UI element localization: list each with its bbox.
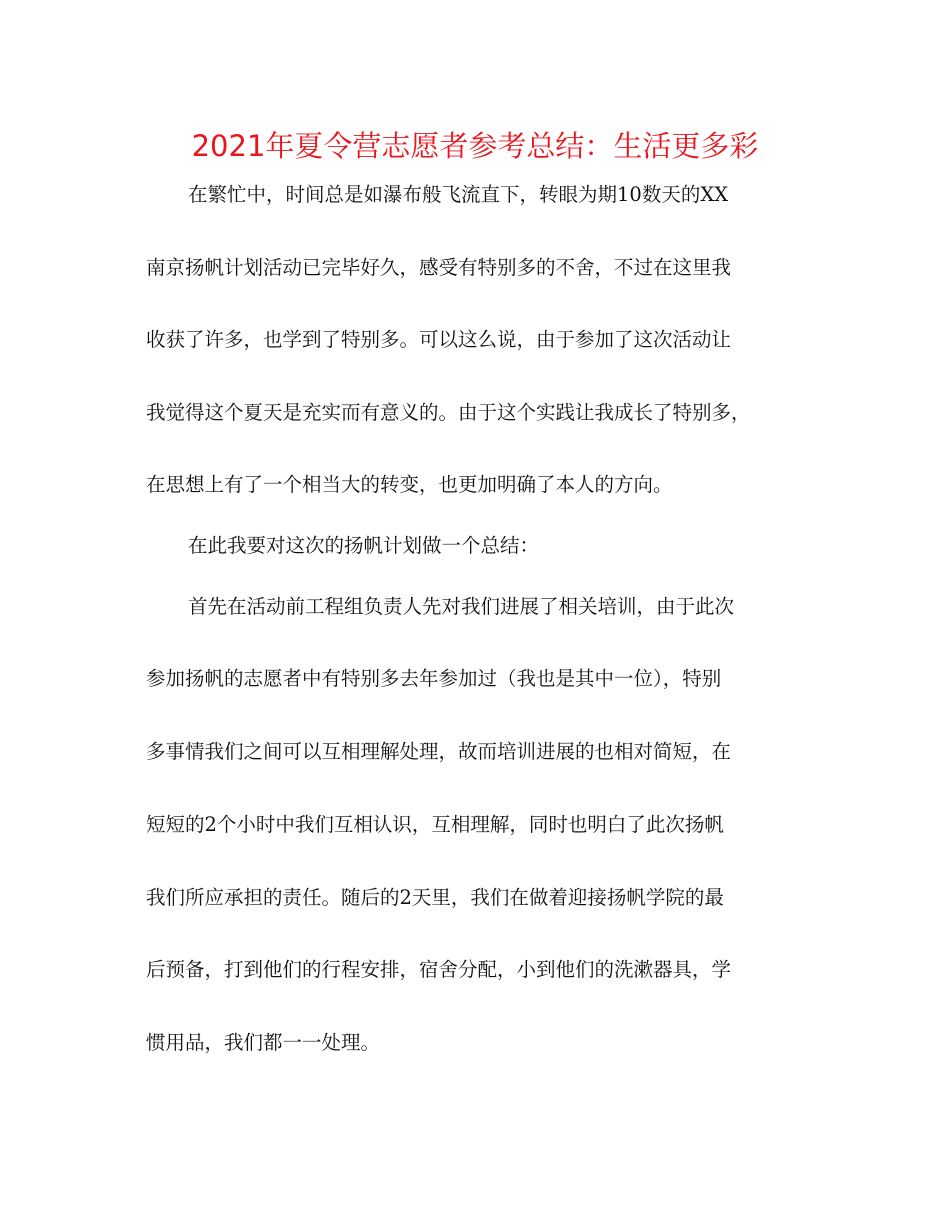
paragraph-line: 我觉得这个夏天是充实而有意义的。由于这个实践让我成长了特别多， xyxy=(146,401,751,424)
paragraph-line: 在繁忙中，时间总是如瀑布般飞流直下，转眼为期10数天的XX xyxy=(188,183,729,206)
paragraph-line: 在思想上有了一个相当大的转变，也更加明确了本人的方向。 xyxy=(146,473,673,496)
paragraph-line: 惯用品，我们都一一处理。 xyxy=(146,1031,381,1054)
paragraph-line: 南京扬帆计划活动已完毕好久，感受有特别多的不舍，不过在这里我 xyxy=(146,256,732,279)
paragraph-line: 后预备，打到他们的行程安排，宿舍分配，小到他们的洗漱器具，学 xyxy=(146,958,732,981)
paragraph-line: 我们所应承担的责任。随后的2天里，我们在做着迎接扬帆学院的最 xyxy=(146,886,724,909)
paragraph-line: 短短的2个小时中我们互相认识，互相理解，同时也明白了此次扬帆 xyxy=(146,813,724,836)
paragraph-line: 在此我要对这次的扬帆计划做一个总结： xyxy=(188,534,540,557)
paragraph-line: 参加扬帆的志愿者中有特别多去年参加过（我也是其中一位），特别 xyxy=(146,667,722,690)
paragraph-line: 首先在活动前工程组负责人先对我们进展了相关培训，由于此次 xyxy=(188,595,735,618)
document-title: 2021年夏令营志愿者参考总结：生活更多彩 xyxy=(191,129,759,163)
paragraph-line: 收获了许多，也学到了特别多。可以这么说，由于参加了这次活动让 xyxy=(146,328,732,351)
paragraph-line: 多事情我们之间可以互相理解处理，故而培训进展的也相对简短，在 xyxy=(146,740,732,763)
